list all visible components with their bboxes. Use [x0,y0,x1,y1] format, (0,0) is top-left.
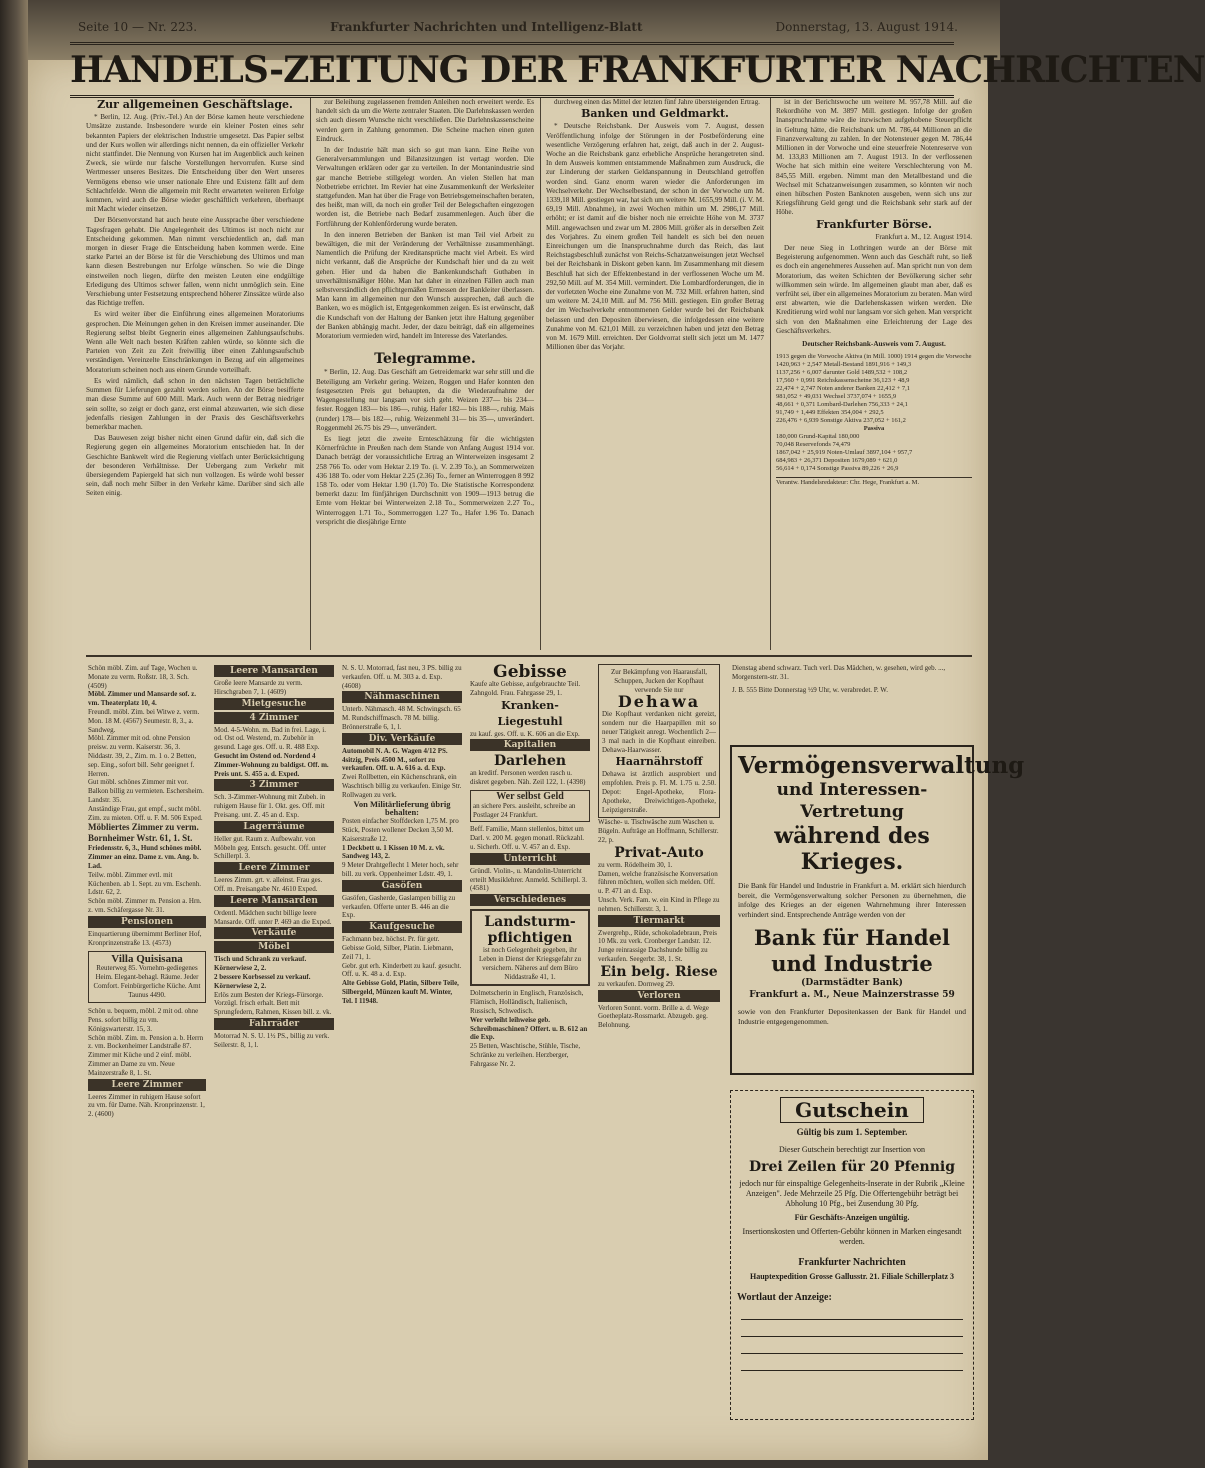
classified-ad: Tisch und Schrank zu verkauf. Körnerwiese 2, 2. [214,955,307,973]
ad-heading: Unterricht [470,853,590,865]
classified-ad: 25 Betten, Waschtische, Stühle, Tische, Schränke zu verleihen. Herzberger, Fahrgasse Nr. 2. [470,1042,581,1068]
ad-title: Dehawa [617,692,701,712]
col-industry-telegrams [316,98,534,648]
column-rule [540,98,541,650]
binding-edge [0,0,28,1468]
coupon-write-line[interactable] [741,1305,963,1320]
coupon-valid: Gültig bis zum 1. September. [796,1127,908,1137]
coupon-text: jedoch nur für einspaltige Gelegenheits-Inserate in der Rubrik „Kleine Anzeigen". Jede Mehrzeile 25 Pfg. Die Offertengebühr beträgt bei Abholung 10 Pfg., bei Zusendung 30 Pfg. [739,1179,965,1208]
landsturm-ad [470,909,590,986]
ad-heading: Kapitalien [470,739,590,751]
classified-ad: Verloren Sonnt. vorm. Brille a. d. Wege Goetheplatz-Rossmarkt. Abzugeb. geg. Belohnung. [598,1003,709,1030]
table-row: 91,749 + 1,449 Effekten 354,004 + 292,5 [776,409,884,417]
article-para: Es wird weiter über die Einführung eines allgemeinen Moratoriums gesprochen. Die Meinungen gehen in den Kreisen immer auseinander. Die Regierung selbst bleibt Gegnerin eines allgemeinen Zahlungsaufschubs. Wenn alle Welt nach besten Kräften zahlen würde, so könnte sich die Parteien von Zeit zu Zeit freiwillig über einen Zahlungsaufschub verständigen. Vereinzelte Einschränkungen in Bezug auf ein allgemeines Moratorium scheinen noch aus einem Grunde vorteilhaft. [86,310,304,374]
ad-title: Landsturm-pflichtigen [484,914,576,947]
column-rule [770,98,771,650]
coupon-text: Für Geschäfts-Anzeigen ungültig. [794,1213,910,1222]
notice-text: Die Bank für Handel und Industrie in Frankfurt a. M. erklärt sich hierdurch bereit, die Vermögensverwaltung solcher Personen zu übernehmen, die infolge des Krieges an der eigenen Wahrnehmung ihrer Interessen verhindert sind. Entsprechende Anträge werden von der [738,881,966,919]
heading-boerse: Frankfurter Börse. [816,217,932,231]
classified-ad: Kaufe alte Gebisse, aufgebrauchte Teil. Zahngold. Frau. Fahrgasse 29, 1. [470,680,581,697]
article-para: Das Bauwesen zeigt bisher nicht einen Grund dafür ein, daß sich die Regierung gegen ein allgemeines Moratorium entschieden hat. In der Geschichte Bankwelt wird die Regierung vielfach unter Berücksichtigung der besonderen Verhältnisse. Der Uebergang zum Verkehr mit übersiegendem Papiergeld hat sich nun vollzogen. Es würde wohl besser sein, daß noch mehr Silber in den Verkehr käme. Darüber sind sich alle Seiten einig. [86,434,304,498]
classified-ad: Möbl. Zimmer und Mansarde sof. z. vm. Theaterplatz 10, 4. [88,690,196,708]
notice-title-2: und Interessen-Vertretung [776,780,928,822]
ad-title: Kranken-Liegestuhl [497,698,563,728]
table-row: 226,476 + 6,939 Sonstige Aktiva 237,052 + 161,2 [776,417,906,425]
telegram-para: * Berlin, 12. Aug. Das Geschäft am Getreidemarkt war sehr still und die Beteiligung am Verkehr gering. Weizen, Roggen und Hafer konnten den festgesetzten Preis gut behaupten, da die Wiederaufnahme der Wagengestellung nur langsam vor sich geht. Weizen 237— bis 234— fester. Roggen 183— bis 186—, ruhig. Hafer 182— bis 188—, ruhig. Mais (runder) 178— bis 182—, ruhig. Weizenmehl 31— bis 35—, unverändert. Roggenmehl 26.75 bis 29—, unverändert. [316,368,534,432]
reichsbank-table [776,353,972,473]
col-geschaeftslage [86,98,304,648]
classified-ad: Damen, welche französische Konversation führen möchten, wollen sich melden. Off. u. P. 471 an d. Exp. [598,869,718,896]
notice-title-3: während des Krieges. [774,823,930,875]
paper-name: Frankfurter Nachrichten und Intelligenz-Blatt [330,20,643,34]
editor-footer: Verantw. Handelsredakteur: Chr. Hege, Frankfurt a. M. [776,477,972,487]
ad-title: Wer selbst Geld [496,790,564,802]
col-boerse [776,98,972,648]
classified-ad: Schön u. bequem, möbl. 2 mit od. ohne Pens. sofort billig zu vm. Königswarterstr. 15, 3. [88,1007,199,1033]
page-header [78,20,958,38]
classified-ad: N. S. U. Motorrad, fast neu, 3 PS. billig zu verkaufen. Off. u. M. 303 a. d. Exp. (4608) [342,664,462,690]
col-banken [546,98,764,648]
coupon-title: Gutschein [780,1097,924,1123]
coupon-text: Insertionskosten und Offerten-Gebühr können in Marken eingesandt werden. [742,1227,962,1246]
reichsbank-table-title: Deutscher Reichsbank-Ausweis vom 7. August. [802,340,946,349]
classified-ad: ist noch Gelegenheit gegeben, ihr Leben in Dienst der Kriegsgefahr zu versichern. Näheres auf dem Büro Niddastraße 41, 1. [478,946,582,981]
coupon-publisher: Frankfurter Nachrichten [798,1257,906,1268]
notice-text-2: sowie von den Frankfurter Depositenkassen der Bank für Handel und Industrie entgegengenommen. [738,1007,966,1026]
classified-ad: Niddastr. 39, 2., Zim. m. 1 o. 2 Betten, sep. Eing., sofort bill. Sehr geeignet f. Herren. [88,751,197,778]
section-banner: HANDELS-ZEITUNG DER FRANKFURTER NACHRICHTEN [70,42,954,98]
classified-ad: Dolmetscherin in Englisch, Französisch, Flämisch, Holländisch, Italienisch, Russisch, Schwedisch. [470,989,584,1015]
ad-heading: Kaufgesuche [342,921,462,933]
article-para: * Berlin, 12. Aug. (Priv.-Tel.) An der Börse kamen heute verschiedene Umsätze zustande. Insbesondere wurde ein kleiner Posten eines sehr bekannten Papiers der elektrischen Industrie umgesetzt. Das Papier selbst und der Kurs wollen wir allerdings nicht nennen, da ein offizieller Verkehr nicht stattfindet. Die Nennung von Kursen hat im Augenblick auch keinen Zweck, sie würde nur falsche Vorstellungen hervorrufen. Kurse sind Wertmesser unseres Besitzes. Die Entscheidung über den Wert unseres Vermögens ebenso wie unser nationale Ehre und Existenz fällt auf dem Schlachtfelde. Wenn die allgemein mit Recht erwarteten weiteren Erfolge kommen, wird auch die Börse wieder geschäftlich verkehren, überhaupt mit Macht wieder einsetzen. [86,113,304,214]
classified-ad: zu verkaufen. Dornweg 29. [598,979,675,988]
table-row: 1867,042 + 25,919 Noten-Umlauf 3897,104 + 957,7 [776,449,913,457]
notice-bank-sub: (Darmstädter Bank) [801,978,903,988]
ad-heading: Verkäufe [214,927,334,939]
ad-heading: Leere Mansarden [214,665,334,677]
classified-ad: Schön möbl. Zim. auf Tage, Wochen u. Monate zu verm. Roßstr. 18, 3. Sch. (4509) [88,664,198,690]
classified-ad: Heller gut. Raum z. Aufbewahr. von Möbeln geg. Entsch. gesucht. Off. unter Schillerpl. 3. [214,834,327,861]
table-row: 22,474 + 2,747 Noten anderer Banken 22,412 + 7,1 [776,385,911,393]
ad-heading: Tiermarkt [598,915,720,927]
article-para: In der Industrie hält man sich so gut man kann. Eine Reihe von Generalversammlungen und Bilanzsitzungen ist vertagt worden. Die Verwaltungen erklären oder gar zu verteilen. In der Montanindustrie sind gar manche Betriebe stillgelegt worden. An vielen Stellen hat man Notbetriebe errichtet. Im Revier hat eine Zusammenkunft der Werksleiter stattgefunden. Man hat über die Frage von Betriebsgemeinschaften beraten, des heißt, man will, da noch ein großer Teil der Belegschaften eingezogen worden ist, die Betriebe nach Bedarf zusammenlegen. Auch über die Fortführung der Kohlenförderung wurde beraten. [316,146,534,228]
classified-ad: Möbl. Zimmer mit od. ohne Pension preisw. zu verm. Kaiserstr. 36, 3. [88,734,191,752]
table-row: 48,661 + 0,371 Lombard-Darlehen 756,333 + 24,1 [776,401,908,409]
classified-ad: Gebr. gut erh. Kinderbett zu kauf. gesucht. Off. u. K. 48 a. d. Exp. [342,961,462,979]
article-para: Der neue Sieg in Lothringen wurde an der Börse mit Begeisterung aufgenommen. Wenn auch das Geschäft ruht, so ließ es doch ein angenehmeres Aussehen auf. Man spricht nun von dem Moratorium, das weiten Schichten der Bevölkerung sicher sehr willkommen sein würde. Im allgemeinen glaubt man aber, daß es verfrüht sei, über ein allgemeines Moratorium zu beraten. Man wird erst abwarten, wie die Darlehenskassen wirken werden. Die Kreditierung wird wohl nur langsam vor sich gehen. Man verspricht sich von den Maßnahmen eine Erleichterung der Lage des Geschäftsverkehrs. [776,244,973,335]
ad-heading: Verschiedenes [470,894,590,906]
classified-ad: Fachmann bez. höchst. Pr. für getr. Gebisse Gold, Silber, Platin. Liebmann, Zeil 71, 1. [342,935,454,961]
heading-banken: Banken und Geldmarkt. [581,107,729,121]
classifieds-col-2 [212,662,336,1422]
classified-ad: 1 Deckbett u. 1 Kissen 10 M. z. vk. Sandweg 143, 2. [342,843,445,861]
coupon-write-line[interactable] [741,1322,963,1337]
classified-ad: Die Kopfhaut verdanken nicht gereizt, sondern nur die Haarpapillen mit so neuer Tätigkeit anregt. Wochentlich 2—3 mal nach in die Kopfhaut einreiben. Dehawa-Haarwasser. [602,710,716,754]
bank-notice [730,745,1025,1075]
classified-ad: 2 bessere Korbsessel zu verkauf. Körnerwiese 2, 2. [214,972,311,990]
ad-title: Haarnährstoff [615,755,703,769]
ad-heading: Möbel [214,941,334,953]
classified-ad: Schön möbl. Zim. m. Pension a. b. Herrn z. vm. Bockenheimer Landstraße 87. [88,1033,204,1051]
classified-ad: Automobil N. A. G. Wagen 4/12 PS. 4sitzig, Preis 4500 M., sofort zu verkaufen. Off. u. A. 616 a. d. Exp. [342,746,448,773]
classified-ad: Unterb. Nähmasch. 48 M. Schwingsch. 65 M. Rundschiffmasch. 78 M. billig. Brönnerstraße 6, 1, l. [342,705,461,731]
classified-ad: an kreditf. Personen werden rasch u. diskret gegeben. Näh. Zeil 122, 1. (4398) [470,769,586,787]
telegram-para: Es liegt jetzt die zweite Ernteschätzung für die wichtigsten Körnerfrüchte in Preußen nach dem Stande von Anfang August 1914 vor. Danach beträgt der voraussichtliche Ertrag an Winterweizen insgesamt 2 258 766 To. oder vom Hektar 2.19 To. (i. V. 2.39 To.), an Sommerweizen 436 188 To. oder vom Hektar 2.25 (2.36) To., ferner an Winterroggen 8 992 158 To. oder vom Hektar 1.90 (1.70) To. Die Statistische Korrespondenz bemerkt dazu: Im fünfjährigen Durchschnitt von 1909—1913 betrug die Ernte vom Hektar bei Winterweizen 2.18 To., Sommerweizen 2.27 To., Winterroggen 1.71 To., Sommerroggen 1.27 To., Hafer 1.96 To. Danach verspricht die diesjährige Ernte [316,434,534,526]
ad-title: Privat-Auto [614,844,704,861]
classified-ad: Dehawa ist ärztlich ausprobiert und empfohlen. Preis p. Fl. M. 1.75 u. 2.50. Depot: Engel-Apotheke, Flora-Apotheke, Dreiwichtigen-Apotheke, Leipzigerstraße. [602,770,716,814]
ad-heading: Gasöfen [342,880,462,892]
coupon-offer: Drei Zeilen für 20 Pfennig [748,1159,956,1175]
gutschein-coupon [730,1090,974,1420]
military-heading: Von Militärlieferung übrig behalten: [353,798,451,818]
classified-ad: Zwergrehp., Rüde, schokoladebraun, Preis 10 Mk. zu verk. Cronberger Landstr. 12. [598,928,718,946]
classifieds-col-4 [468,662,592,1422]
ad-title: Gebisse [493,662,567,682]
classifieds-col-1 [86,662,208,1422]
classified-ad: Mod. 4-5-Wohn. m. Bad in frei. Lage, i. od. Ost od. Westend, m. Zubehör in gesund. Lage ges. Off. u. R. 488 Exp. [214,725,326,752]
classified-ad: Sch. 3-Zimmer-Wohnung mit Zubeh. in ruhigem Hause für 1. Okt. ges. Off. mit Preisang. unt. Z. 45 an d. Exp. [214,793,326,819]
ad-heading: Mietgesuche [214,698,334,710]
heading-geschaeftslage: Zur allgemeinen Geschäftslage. [97,98,293,111]
ad-heading: Div. Verkäufe [342,733,462,745]
ad-heading: Verloren [598,990,720,1002]
article-para: In den inneren Betrieben der Banken ist man Teil viel Arbeit zu bewältigen, die mit der Veränderung der Verhältnisse zusammenhängt. Namentlich die Prüfung der Kreditansprüche macht viel Arbeit. Es wird nicht verkannt, daß die Ansprüche der Kundschaft hier und da zu weit gehen. Hier und da haben die Bankenkundschaft Guthaben in unverhältnismäßiger Höhe. Man hat daher in einzelnen Fällen auch man selbstverständlich den pflichtgemäßen Ermessen der Bankleiter überlassen. Man kann im allgemeinen nur den Wunsch aussprechen, daß auch die Banken, wo es möglich ist, Entgegenkommen zeigen. Es ist erwünscht, daß die Kundschaft von der Haltung der Banken jetzt ihre Haltung gegenüber der Banken abhängig macht. Jeder, der dazu beiträgt, daß ein allgemeines Moratorium vermieden wird, handelt im Interesse des Vaterlandes. [316,230,534,341]
classified-ad: Wäsche- u. Tischwäsche zum Waschen u. Bügeln. Aufträge an Hoffmann, Schillerstr. 22, p. [598,818,719,844]
ad-heading: Leere Mansarden [214,895,334,907]
page-number: Seite 10 — Nr. 223. [78,20,198,34]
classified-ad: Gesucht im Ostend od. Nordend 4 Zimmer-Wohnung zu baldigst. Off. m. Preis unt. S. 455 a. d. Exped. [214,751,329,778]
table-row: Passiva [863,425,885,433]
classified-ad: Gut möbl. schönes Zimmer mit vor. Balkon billig zu vermieten. Eschersheim. Landstr. 35. [88,778,204,804]
pensionen-heading: Pensionen [88,916,206,928]
classified-ad: Gründl. Violin-, u. Mandolin-Unterricht erteilt Musiklehrer. Anmeld. Schillerpl. 3. (4581) [470,866,588,893]
classified-ad: Dienstag abend schwarz. Tuch verl. Das Mädchen, w. gesehen, wird geb. ..., Morgenstern-str. 31. [732,664,946,681]
classified-ad: Zimmer mit Küche und 2 einf. möbl. Zimmer an Dame zu vm. Neue Mainzerstraße 8, 1. St. [88,1051,192,1077]
classified-ad: Möbliertes Zimmer zu verm. Bornheimer Wstr. 61, 1. St. [88,822,199,844]
classified-ad: Teilw. möbl. Zimmer evtl. mit Küchenben. ab 1. Sept. zu vm. Eschenh. Ldstr. 62, 2. [88,870,201,897]
classified-ad: Leeres Zimmer in ruhigem Hause sofort zu vm. für Dame. Näh. Kronprinzenstr. 1, 2. (4600) [88,1092,205,1119]
villa-ad [88,951,206,1003]
personal-notices [730,662,974,740]
classified-ad: Gasöfen, Gasherde, Gaslampen billig zu verkaufen. Offerte unter B. 446 an die Exp. [342,893,456,920]
intro-para: durchweg einen das Mittel der letzten fünf Jahre übersteigenden Ertrag. [554,98,760,106]
classified-ad: Junge reinrassige Dachshunde billig zu verkaufen. Seegerbr. 38, 1. St. [598,946,708,963]
boxed-ad [470,790,590,822]
notice-bank-address: Frankfurt a. M., Neue Mainzerstrasse 59 [749,990,955,1000]
table-row: 70,048 Reservefonds 74,479 [776,441,851,449]
dehawa-ad [598,664,720,818]
page-date: Donnerstag, 13. August 1914. [775,20,958,34]
table-row: 1913 gegen die Vorwoche Aktiva (in Mill. 1000) 1914 gegen die Vorwoche [776,353,972,361]
ad-heading: Fahrräder [214,1018,334,1030]
boerse-dateline: Frankfurt a. M., 12. August 1914. [875,232,972,241]
ad-heading: Nähmaschinen [342,691,462,703]
article-para: Der Börsenvorstand hat auch heute eine Aussprache über verschiedene Tagesfragen gehabt. Die Angelegenheit des Ultimos ist noch nicht zur Entscheidung gekommen. Man nimmt verschiedentlich an, daß man morgen in dieser Frage die Entscheidung haben kommen werde. Eine starke Partei an der Börse ist für die Verschiebung des Ultimos und man kann diesen Bestrebungen nur Erfolge wünschen. So wie die Dinge einstweilen noch liegen, dürfte den meisten Leuten eine endgültige Erledigung des Ultimos schwer fallen, wenn nicht unmöglich sein. Eine Verschiebung unter Festsetzung entsprechend höherer Zinssätze würde also das Richtige treffen. [86,216,304,308]
classified-ad: Zwei Rollbetten, ein Küchenschrank, ein Waschtisch billig zu verkaufen. Einige Str. Rollwagen zu verk. [342,773,462,799]
ad-heading: 4 Zimmer [214,712,334,724]
classified-ad: J. B. 555 Bitte Donnerstag ½9 Uhr, w. verabredet. P. W. [732,685,888,694]
ad-heading: 3 Zimmer [214,779,334,791]
classified-ad: Freundl. möbl. Zim. bei Witwe z. verm. Mon. 18 M. (4567) Seumestr. 8, 3., a. Sandweg. [88,707,200,734]
classified-ad: Erlös zum Besten der Kriegs-Fürsorge. Vorzügl. frisch erhalt. Bett mit Sprungfedern, Rahmen, Kissen bill. z. vk. [214,990,332,1017]
classified-ad: Zur Bekämpfung von Haarausfall, Schuppen, Jucken der Kopfhaut verwende Sie nur [610,668,708,694]
classified-ad: zu kauf. ges. Off. u. K. 606 an die Exp. [470,729,580,738]
coupon-write-line[interactable] [741,1356,963,1371]
classified-ad: Wer verleiht leihweise geb. Schreibmaschinen? Offert. u. B. 612 an die Exp. [470,1015,588,1042]
heading-telegramme: Telegramme. [374,351,476,368]
classified-ad: zu verm. Rödelheim 30, 1. [598,860,673,869]
villa-title: Villa Quisisana [111,953,183,966]
coupon-address: Hauptexpedition Grosse Gallusstr. 21. Filiale Schillerplatz 3 [749,1272,954,1281]
classified-ad: Große leere Mansarde zu verm. Hirschgraben 7, 1. (4609) [214,679,303,696]
classified-ad: Beff. Familie, Mann stellenlos, bittet um Darl. v. 200 M. gegen monatl. Rückzahl. u. Sicherh. Off. u. V. 457 an d. Exp. [470,825,585,851]
classified-ad: Ordentl. Mädchen sucht billige leere Mansarde. Off. unter P. 469 an die Exped. [214,908,332,926]
table-row: 1420,963 + 2,547 Metall-Bestand 1891,916 + 149,3 [776,361,912,369]
villa-text: Reuterweg 85. Vornehm-gediegenes Heim. Elegant-behagl. Räume. Jeder Comfort. Feinbürgerliche Küche. Amt Taunus 4490. [93,964,201,999]
notice-bank-name: Bank für Handel und Industrie [754,925,950,976]
classified-ad: 9 Meter Drahtgeflecht 1 Meter hoch, sehr bill. zu verk. Oppenheimer Ldstr. 49, 1. [342,861,459,878]
table-row: 1137,256 + 6,007 darunter Gold 1489,532 + 108,2 [776,369,908,377]
classified-ad: Friedensstr. 6, 3., Hund schönes möbl. Zimmer an einz. Dame z. vm. Ang. b. Lad. [88,844,202,870]
classified-ad: Anständige Frau, gut empf., sucht möbl. Zim. zu mieten. Off. u. F. M. 506 Exped. [88,804,203,822]
coupon-text: Dieser Gutschein berechtigt zur Insertion von [779,1145,925,1154]
classifieds-col-5 [596,662,722,1422]
coupon-write-line[interactable] [741,1339,963,1354]
article-para: Es wird nämlich, daß schon in den nächsten Tagen beträchtliche Summen für Lieferungen gezahlt werden sollen. An der Börse besifferte man diese Summe auf 600 Mill. Mark. Auch wenn der Betrag niedriger sein sollte, so zeigt er doch ganz, erst einmal abzuwarten, wie sich diese jedenfalls riesigen Zahlungen in der Praxis des Geschäftsverkehrs bemerkbar machen. [86,376,304,431]
ad-heading: Lagerräume [214,821,334,833]
ad-title: Ein belg. Riese [600,963,718,980]
table-row: 17,560 + 0,991 Reichskassenscheine 36,123 + 48,9 [776,377,910,385]
leere-zimmer-heading: Leere Zimmer [88,1079,206,1091]
classified-ad: Schön möbl. Zimmer m. Pension a. Hrn. z. vm. Schäfergasse Nr. 31. [88,897,202,914]
table-row: 180,000 Grund-Kapital 180,000 [776,433,860,441]
ad-title: Darlehen [493,753,567,770]
table-row: 56,614 + 0,174 Sonstige Passiva 89,226 + 26,9 [776,465,899,473]
classified-ad: an sichere Pers. ausleiht, schreibe an Postlager 24 Frankfurt. [473,801,576,819]
classified-ad: Motorrad N. S. U. 1½ PS., billig zu verk. Seilerstr. 8, 1, l. [214,1031,330,1049]
coupon-wording-label: Wortlaut der Anzeige: [737,1292,832,1303]
classifieds-col-3 [340,662,464,1422]
column-rule [310,98,311,650]
notice-title-1: Vermögensverwaltung [738,752,1025,779]
table-row: 684,983 + 26,371 Depositen 1679,089 + 621,0 [776,457,898,465]
classified-ad: Unsch. Verk. Fam. w. ein Kind in Pflege zu nehmen. Schillerstr. 3, 1. [598,895,720,913]
article-para: ist in der Berichtswoche um weitere M. 957,78 Mill. auf die Rekordhöhe von M. 3897 Mill. gestiegen. Infolge der großen Inanspruchnahme wäre die inzwischen aufgehobene Steuerpflicht in Geltung hätte, die Reichsbank um M. 786,44 Millionen an die Finanzverwaltung zu zahlen. In der Notensteuer gegen M. 786,44 Millionen in der Vorwoche und eine steuerfreie Notenreserve von M. 133,83 Millionen am 7. August 1913. In der verflossenen Woche hat sich mithin eine weitere Verschlechterung von M. 845,55 Mill. ergeben. Nimmt man den Metallbestand und die Wechsel mit Schatzanweisungen zusammen, so könnten wir noch einen hübschen Posten Banknoten ausgeben, wenn sich uns zur Kriegsführung Geld gengt und die Reichsbank sehr stark auf der Höhe. [776,98,972,217]
article-para: * Deutsche Reichsbank. Der Ausweis vom 7. August, dessen Veröffentlichung infolge der Störungen in der Postbeförderung eine wesentliche Verzögerung erfahren hat, zeigt, daß auch in der 2. August-Woche an die Reichsbank ganz erhebliche Ansprüche herangetreten sind. In dem Ausweis kommen entstammende Maßnahmen zum Ausdruck, die zur Linderung der starken Geldanspannung in Deutschland getroffen worden sind. Ganz enorm waren wieder die Anforderungen im Wechselverkehr. Der Wechselbestand, der schon in der Vorwoche um M. 1339,18 Mill. gestiegen war, hat sich um weitere M. 1655,99 Mill. (i. V. M. 69,19 Mill. Abnahme), in zwei Wochen mithin um M. 2986,17 Mill. erhöht; er ist damit auf die bisher noch nie erreichte Höhe von M. 3737 Mill. angewachsen und zwar um M. 2806 Mill. größer als in derselben Zeit des Vorjahres. Zu einem großen Teil handelt es sich bei den neuen Einreichungen um die Inanspruchnahme durch das Reich, das laut Reichstagsbeschluß zunächst von Reichs-Schatzanweisungen jetzt Wechsel bei der Reichsbank in Diskont geben kann. Im Zusammenhang mit diesem Beschluß hat sich der Effektenbestand in der verflossenen Woche um M. 292,50 Mill. auf M. 354 Mill. vermindert. Die Lombardforderungen, die in der vorletzten Woche eine Zunahme von M. 732 Mill. erfahren hatten, sind um weitere M. 24,10 Mill. auf M. 756 Mill. gestiegen. Ein großer Betrag der im Wechselverkehr entnommenen Gelder wurde bei der Reichsbank belassen und den Depositen überwiesen, die infolgedessen eine weitere Zunahme von M. 621,01 Mill. zu verzeichnen haben und jetzt den Betrag von M. 1679 Mill. erreichten. Der Goldvorrat stellt sich jetzt um M. 1477 Millionen über das Vorjahr. [546,122,764,352]
ad-heading: Leere Zimmer [214,862,334,874]
classified-ad: Posten einfacher Stoffdecken 1,75 M. pro Stück, Posten wollener Decken 3,50 M. Kaiserstraße 12. [342,817,459,843]
table-row: 981,052 + 49,031 Wechsel 3737,074 + 1655,9 [776,393,897,401]
classified-ad: Einquartierung übernimmt Berliner Hof, Kronprinzenstraße 13. (4573) [88,929,202,947]
article-para: zur Beleihung zugelassenen fremden Anleihen noch erweitert werde. Es handelt sich da um die Werte zentraler Staaten. Die Darlehnskassen werden sich auch diesem Wunsche nicht verschließen. Die Darlehnskassenscheine werden gern in Zahlung genommen. Die Scheine machen einen guten Eindruck. [316,98,534,143]
classified-ad: Alte Gebisse Gold, Platin, Silbere Teile, Silbergeld, Münzen kauft M. Winter, Tel. I 11948. [342,979,459,1005]
section-divider [86,655,972,657]
classified-ad: Leeres Zimm. grt. v. alleinst. Frau ges. Off. m. Preisangabe Nr. 4610 Exped. [214,876,323,893]
